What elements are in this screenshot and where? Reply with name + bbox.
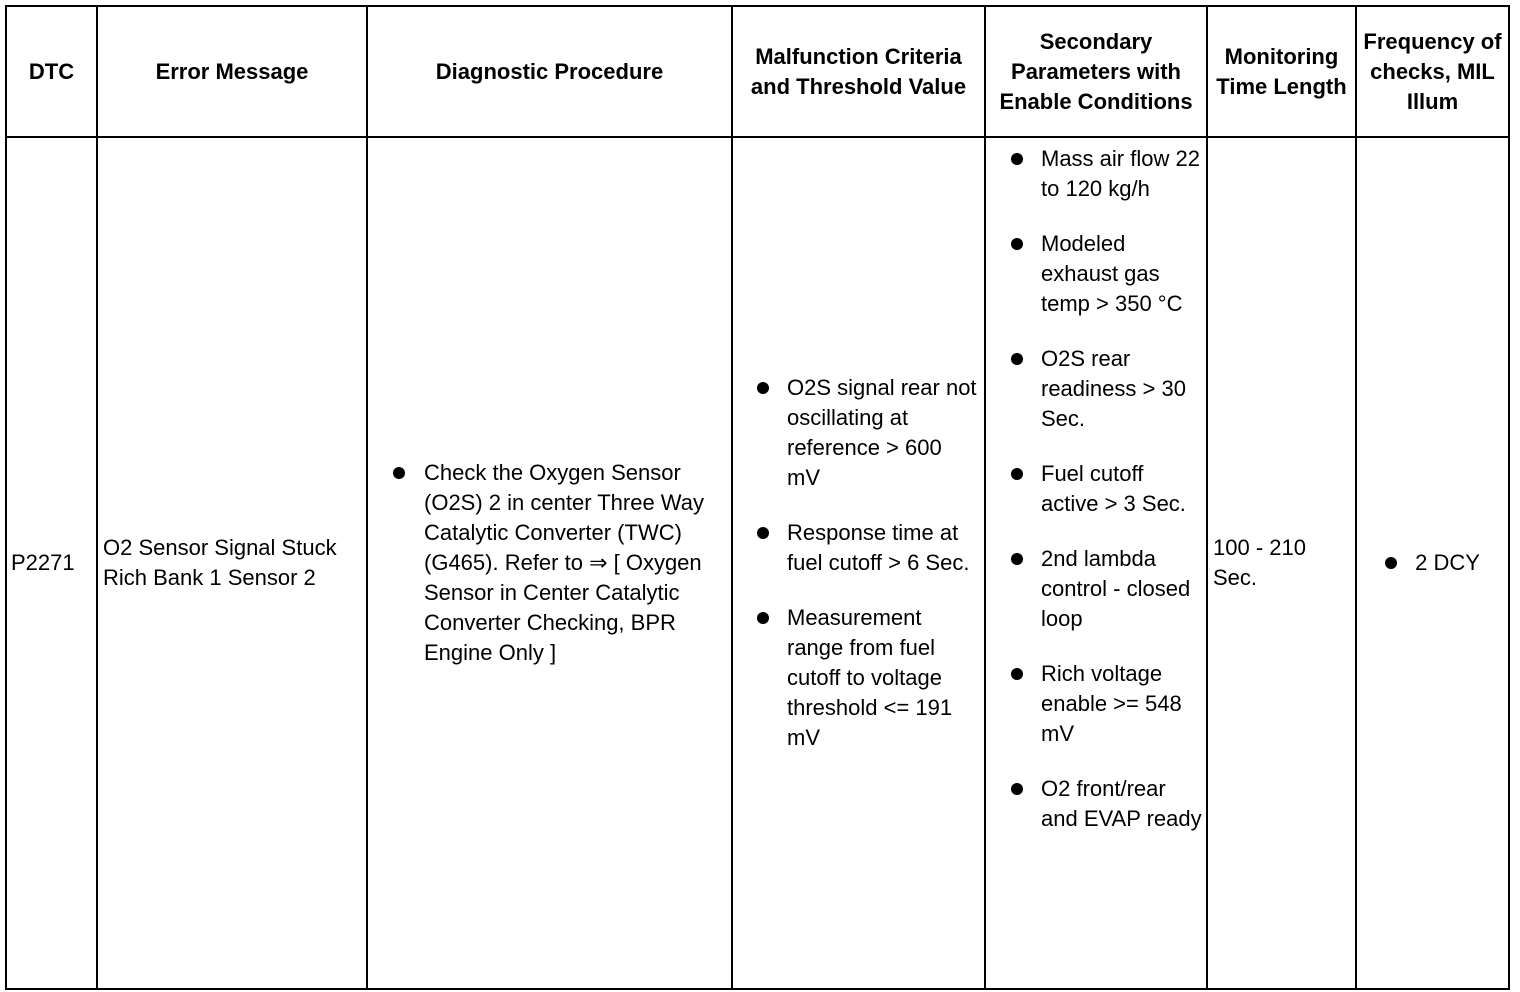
header-malfunction-criteria: Malfunction Criteria and Threshold Value: [732, 6, 985, 137]
monitoring-time: 100 - 210 Sec.: [1207, 137, 1356, 989]
header-dtc: DTC: [6, 6, 97, 137]
secondary-parameter-item: Fuel cutoff active > 3 Sec.: [991, 459, 1204, 519]
frequency-list: [1385, 548, 1480, 578]
header-row: [6, 6, 1509, 137]
dtc-code: P2271: [6, 137, 97, 989]
secondary-parameter-item: Rich voltage enable >= 548 mV: [991, 659, 1204, 749]
secondary-parameter-item: 2nd lambda control - closed loop: [991, 544, 1204, 634]
secondary-parameters-cell: [985, 137, 1207, 989]
secondary-parameter-item: O2 front/rear and EVAP ready: [991, 774, 1204, 834]
malfunction-criteria-list: [738, 373, 979, 753]
header-diagnostic-procedure: Diagnostic Procedure: [367, 6, 732, 137]
secondary-parameters-list: [991, 144, 1204, 834]
malfunction-criteria-item: Measurement range from fuel cutoff to voltage threshold <= 191 mV: [738, 603, 979, 753]
frequency-item: 2 DCY: [1385, 548, 1480, 578]
diagnostic-procedure-cell: [367, 137, 732, 989]
dtc-table-container: [5, 5, 1510, 990]
secondary-parameter-item: O2S rear readiness > 30 Sec.: [991, 344, 1204, 434]
header-error-message: Error Message: [97, 6, 367, 137]
malfunction-criteria-item: Response time at fuel cutoff > 6 Sec.: [738, 518, 979, 578]
header-monitoring-time: Monitoring Time Length: [1207, 6, 1356, 137]
header-frequency: Frequency of checks, MIL Illum: [1356, 6, 1509, 137]
malfunction-criteria-cell: [732, 137, 985, 989]
error-message: O2 Sensor Signal Stuck Rich Bank 1 Sensor 2: [97, 137, 367, 989]
secondary-parameter-item: Mass air flow 22 to 120 kg/h: [991, 144, 1204, 204]
secondary-parameter-item: Modeled exhaust gas temp > 350 °C: [991, 229, 1204, 319]
frequency-cell: [1356, 137, 1509, 989]
table-row: [6, 137, 1509, 989]
dtc-table: [5, 5, 1510, 990]
diagnostic-procedure-list: [373, 458, 726, 668]
malfunction-criteria-item: O2S signal rear not oscillating at reference > 600 mV: [738, 373, 979, 493]
header-secondary-parameters: Secondary Parameters with Enable Conditions: [985, 6, 1207, 137]
diagnostic-procedure-item: Check the Oxygen Sensor (O2S) 2 in center Three Way Catalytic Converter (TWC) (G465). Refer to ⇒ [ Oxygen Sensor in Center Catalytic Converter Checking, BPR Engine Only ]: [373, 458, 726, 668]
